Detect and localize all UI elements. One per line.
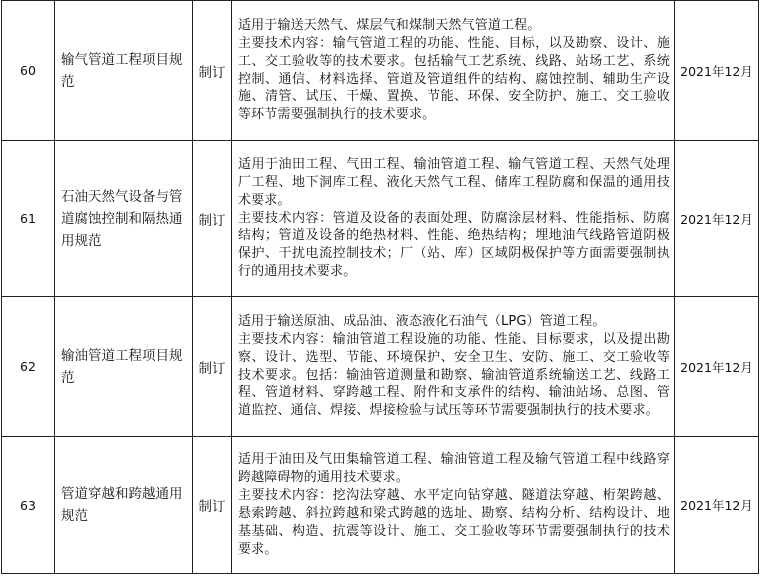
standards-table (1, 0, 759, 574)
table-row (2, 1, 759, 141)
completion-date: 2021年12月 (675, 297, 759, 437)
standard-content (232, 1, 675, 141)
table-row (2, 141, 759, 297)
revision-type: 制订 (193, 437, 232, 574)
row-number: 61 (2, 141, 55, 297)
completion-date: 2021年12月 (675, 1, 759, 141)
revision-type: 制订 (193, 141, 232, 297)
row-number: 62 (2, 297, 55, 437)
standard-content (232, 437, 675, 574)
standard-name: 输气管道工程项目规范 (55, 1, 193, 141)
standard-content (232, 141, 675, 297)
completion-date: 2021年12月 (675, 141, 759, 297)
table-row (2, 437, 759, 574)
scope-text: 适用于输送天然气、煤层气和煤制天然气管道工程。 (238, 17, 541, 33)
completion-date: 2021年12月 (675, 437, 759, 574)
technical-content-text: 主要技术内容：输油管道工程设施的功能、性能、目标要求，以及提出勘察、设计、选型、节能、环境保护、安全卫生、安防、施工、交工验收等技术要求。包括：输油管道测量和勘察、输油管道系统输送工艺、线路工程、管道材料、穿跨越工程、附件和支承件的结构、输油站场、总图、管道监控、通信、焊接、焊接检验与试压等环节需要强制执行的技术要求。 (238, 331, 670, 419)
standard-name: 石油天然气设备与管道腐蚀控制和隔热通用规范 (55, 141, 193, 297)
revision-type: 制订 (193, 1, 232, 141)
row-number: 63 (2, 437, 55, 574)
row-number: 60 (2, 1, 55, 141)
technical-content-text: 主要技术内容：管道及设备的表面处理、防腐涂层材料、性能指标、防腐结构；管道及设备的绝热材料、性能、绝热结构；埋地油气线路管道阴极保护、干扰电流控制技术；厂（站、库）区域阴极保护等方面需要强制执行的通用技术要求。 (238, 210, 670, 280)
scope-text: 适用于油田工程、气田工程、输油管道工程、输气管道工程、天然气处理厂工程、地下洞库工程、液化天然气工程、储库工程防腐和保温的通用技术要求。 (238, 156, 670, 208)
standard-content (232, 297, 675, 437)
scope-text: 适用于油田及气田集输管道工程、输油管道工程及输气管道工程中线路穿跨越障碍物的通用技术要求。 (238, 452, 670, 486)
technical-content-text: 主要技术内容：输气管道工程的功能、性能、目标，以及勘察、设计、施工、交工验收等的技术要求。包括输气工艺系统、线路、站场工艺、系统控制、通信、材料选择、管道及管道组件的结构、腐蚀控制、辅助生产设施、清管、试压、干燥、置换、节能、环保、安全防护、施工、交工验收等环节需要强制执行的技术要求。 (238, 35, 670, 123)
technical-content-text: 主要技术内容：挖沟法穿越、水平定向钻穿越、隧道法穿越、桁架跨越、悬索跨越、斜拉跨越和梁式跨越的选址、勘察、结构分析、结构设计、地基基础、构造、抗震等设计、施工、交工验收等环节需要强制执行的技术要求。 (238, 488, 670, 557)
table-row (2, 297, 759, 437)
revision-type: 制订 (193, 297, 232, 437)
standard-name: 管道穿越和跨越通用规范 (55, 437, 193, 574)
standard-name: 输油管道工程项目规范 (55, 297, 193, 437)
scope-text: 适用于输送原油、成品油、液态液化石油气（LPG）管道工程。 (238, 313, 606, 329)
